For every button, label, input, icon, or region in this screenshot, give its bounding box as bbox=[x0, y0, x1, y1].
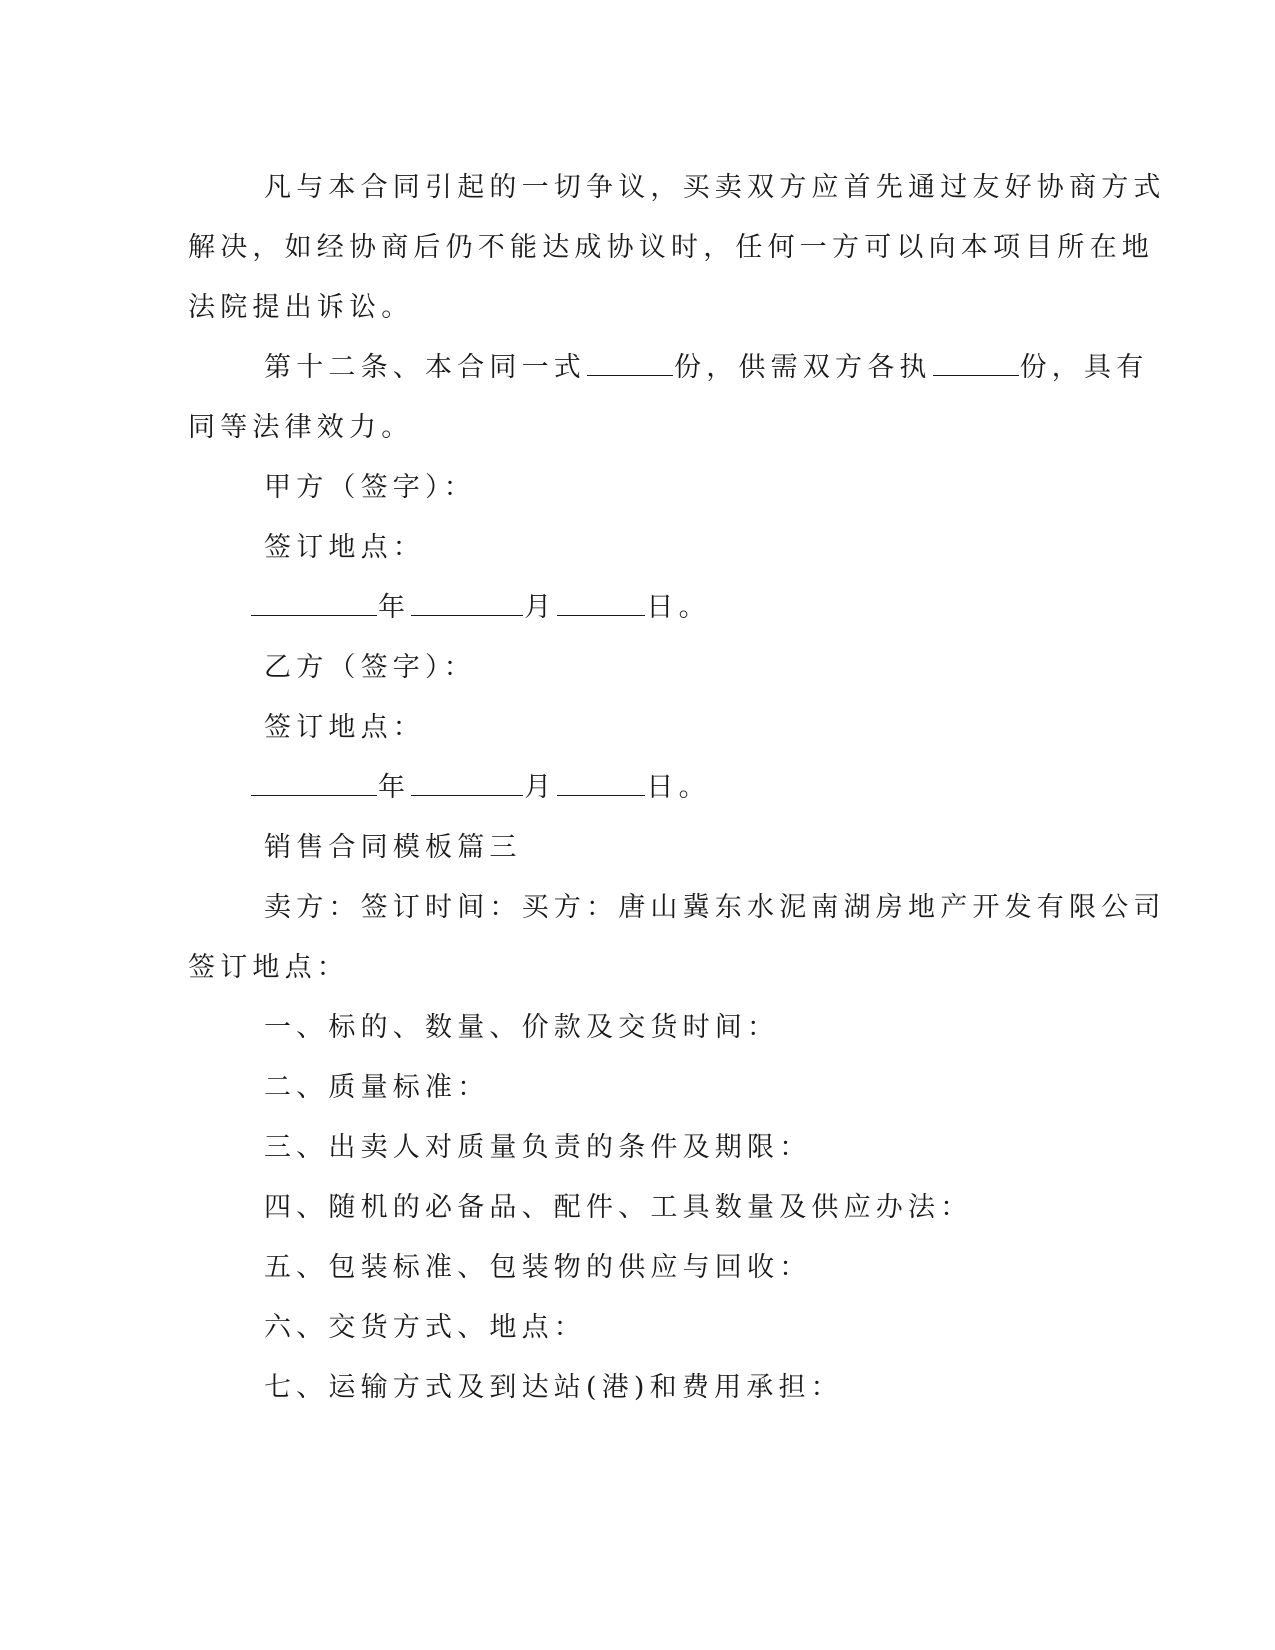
paragraph-line: 法院提出诉讼。 bbox=[188, 292, 414, 323]
day-label: 日。 bbox=[646, 772, 711, 803]
month-blank bbox=[411, 579, 523, 616]
clause-12 bbox=[188, 338, 1149, 398]
section-title: 销售合同模板篇三 bbox=[264, 832, 522, 863]
clause-12-text-3: 份，具有 bbox=[1019, 352, 1149, 383]
paragraph-line: 解决，如经协商后仍不能达成协议时，任何一方可以向本项目所在地 bbox=[188, 232, 1154, 263]
paragraph-line: 凡与本合同引起的一切争议，买卖双方应首先通过友好协商方式 bbox=[264, 172, 1166, 203]
list-item: 二、质量标准： bbox=[264, 1072, 490, 1103]
party-b-signature-label: 乙方（签字）： bbox=[264, 652, 476, 683]
seller-buyer-line: 卖方：签订时间：买方：唐山冀东水泥南湖房地产开发有限公司 bbox=[264, 892, 1166, 923]
month-blank bbox=[411, 759, 523, 796]
month-label: 月 bbox=[524, 592, 557, 623]
sign-place-label: 签订地点： bbox=[188, 952, 349, 983]
year-label: 年 bbox=[378, 592, 411, 623]
year-blank bbox=[251, 759, 377, 796]
list-item: 一、标的、数量、价款及交货时间： bbox=[264, 1012, 780, 1043]
year-label: 年 bbox=[378, 772, 411, 803]
sign-place-label: 签订地点： bbox=[264, 712, 425, 743]
list-item: 七、运输方式及到达站(港)和费用承担： bbox=[264, 1372, 843, 1403]
sign-place-label: 签订地点： bbox=[264, 532, 425, 563]
date-line bbox=[188, 578, 1068, 638]
list-item: 三、出卖人对质量负责的条件及期限： bbox=[264, 1132, 812, 1163]
day-blank bbox=[557, 759, 645, 796]
clause-12-continuation: 同等法律效力。 bbox=[188, 412, 414, 443]
list-item: 四、随机的必备品、配件、工具数量及供应办法： bbox=[264, 1192, 973, 1223]
copies-blank bbox=[587, 339, 673, 376]
clause-12-text-1: 第十二条、本合同一式 bbox=[264, 352, 586, 383]
document-body bbox=[188, 158, 1166, 1418]
list-item: 六、交货方式、地点： bbox=[264, 1312, 586, 1343]
copies-each-blank bbox=[933, 339, 1019, 376]
day-blank bbox=[557, 579, 645, 616]
year-blank bbox=[251, 579, 377, 616]
month-label: 月 bbox=[524, 772, 557, 803]
clause-12-text-2: 份，供需双方各执 bbox=[674, 352, 932, 383]
list-item: 五、包装标准、包装物的供应与回收： bbox=[264, 1252, 812, 1283]
day-label: 日。 bbox=[646, 592, 711, 623]
party-a-signature-label: 甲方（签字）： bbox=[264, 472, 476, 503]
date-line bbox=[188, 758, 1068, 818]
